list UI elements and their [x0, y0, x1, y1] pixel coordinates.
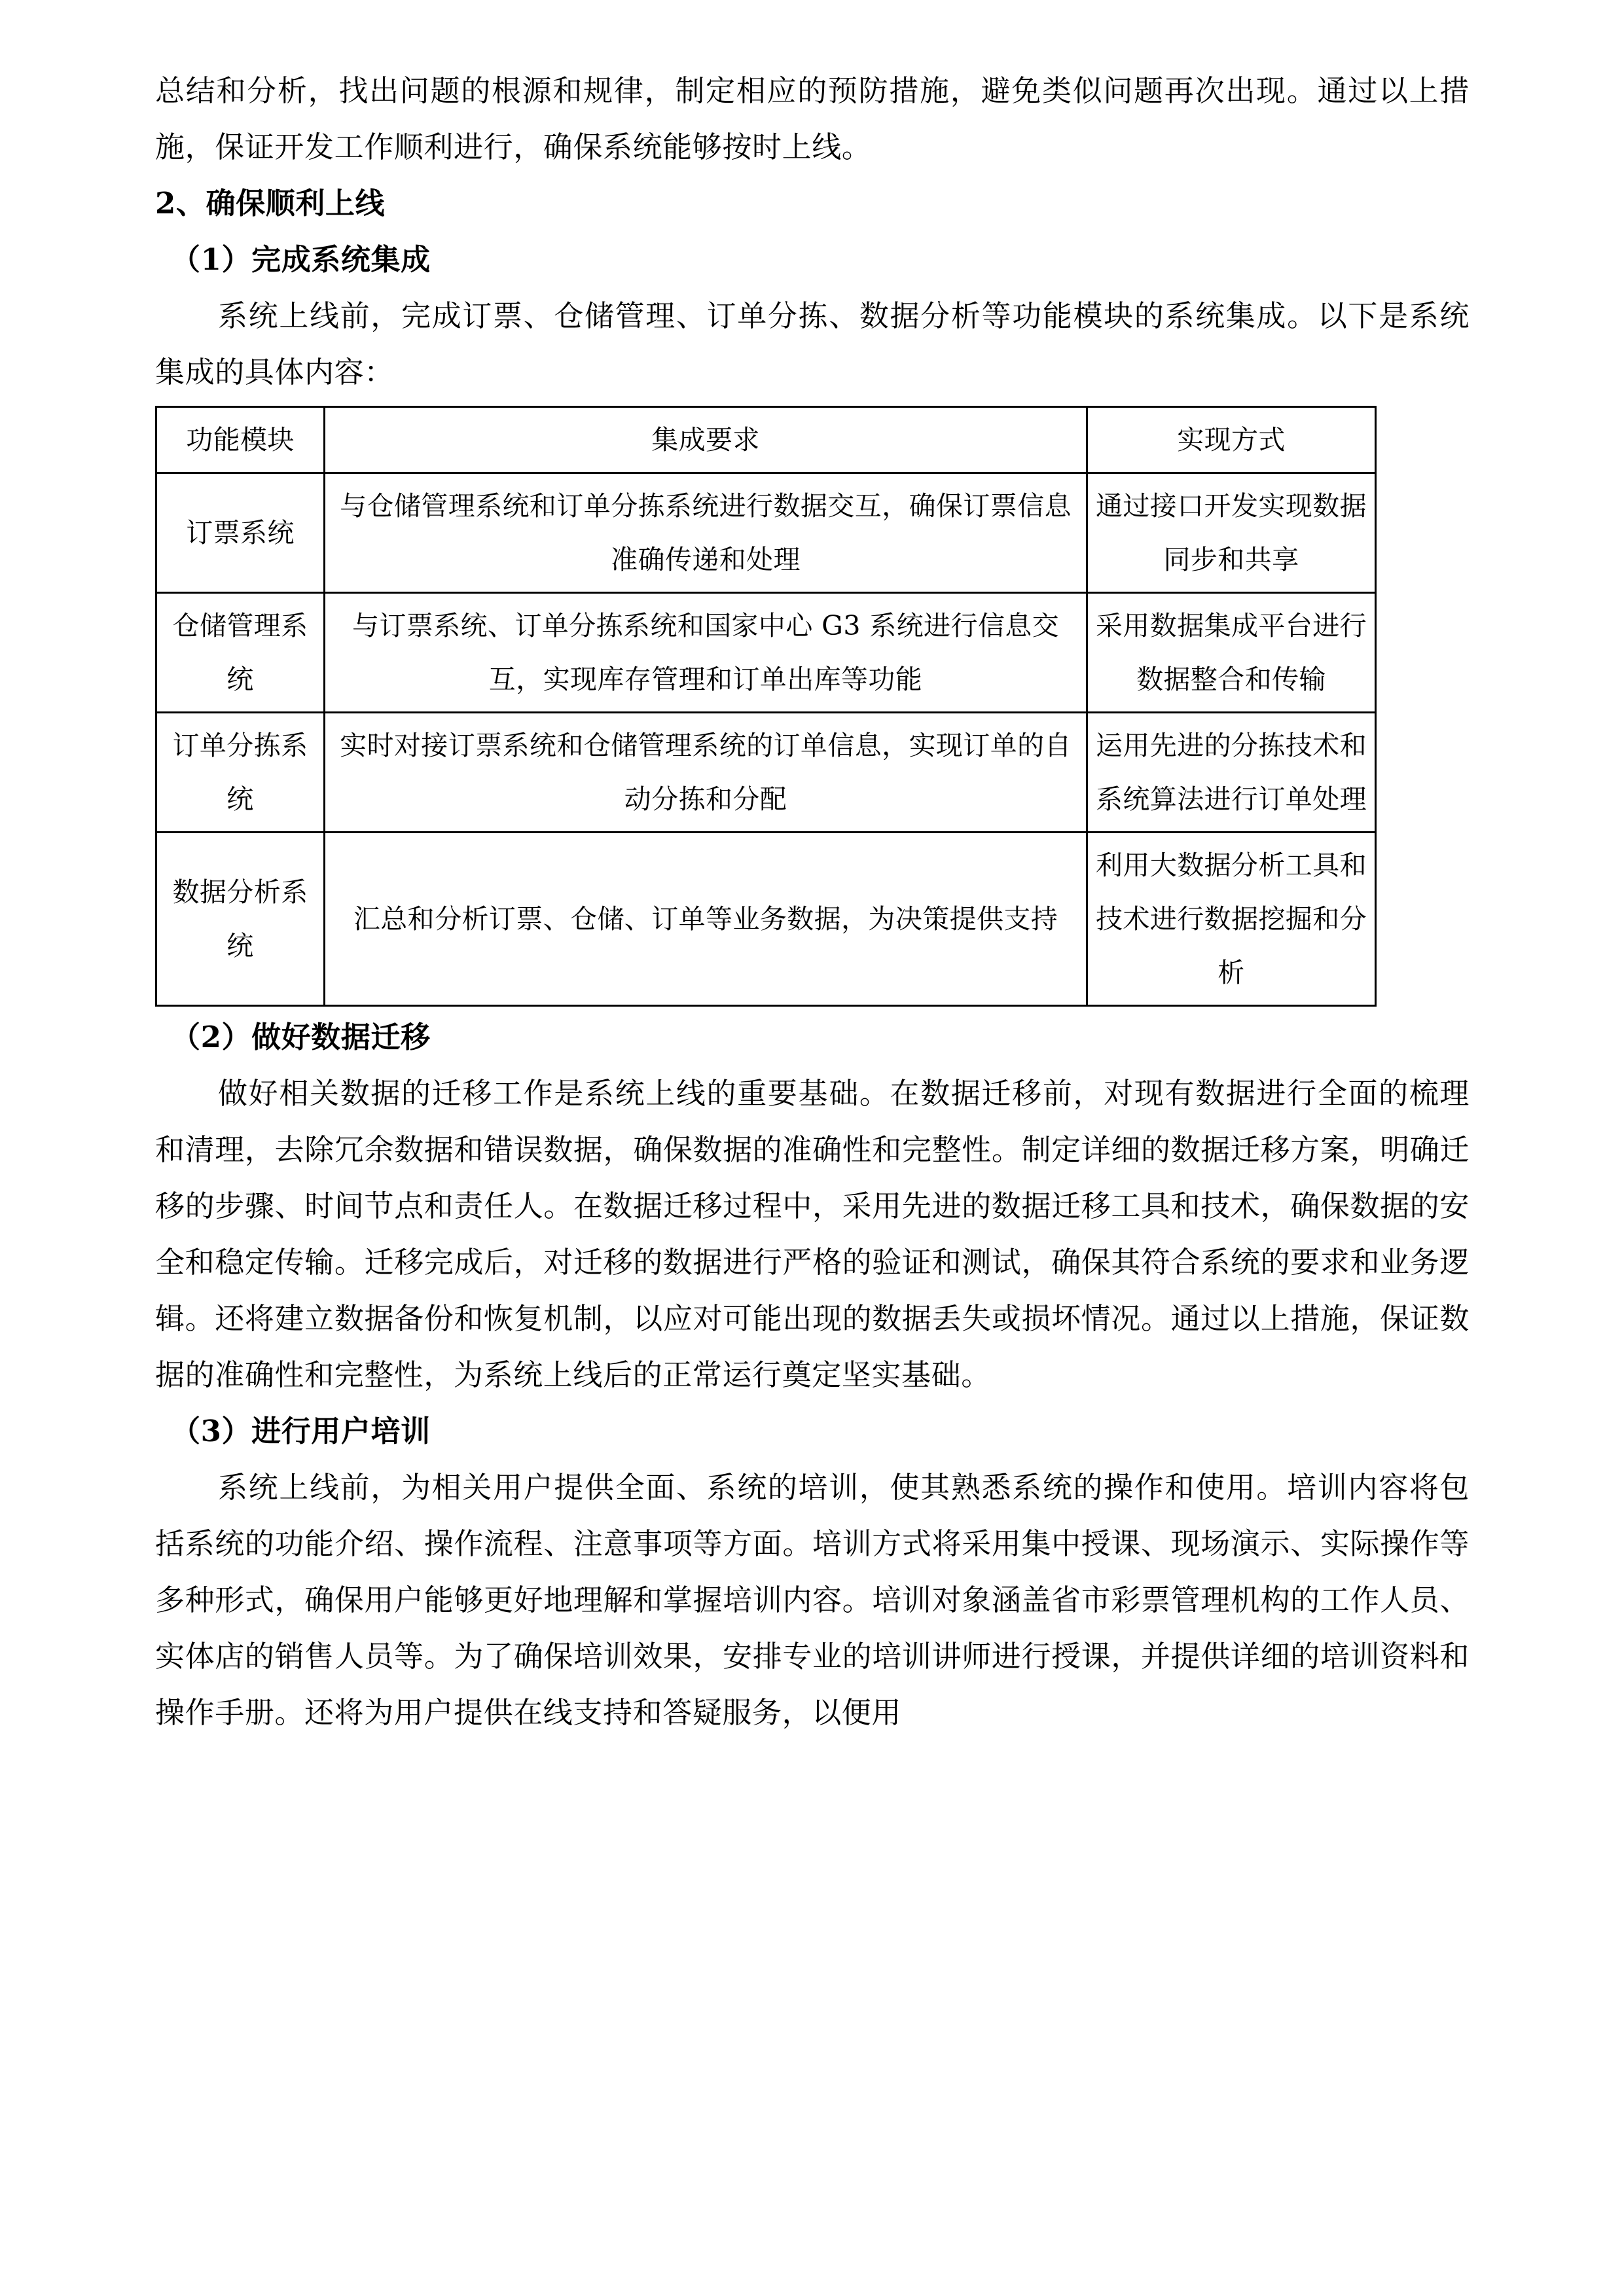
table-cell-requirement: 实时对接订票系统和仓储管理系统的订单信息，实现订单的自动分拣和分配: [325, 713, 1087, 833]
table-header-module: 功能模块: [156, 407, 325, 473]
table-row: [156, 713, 1376, 833]
table-cell-requirement: 与仓储管理系统和订单分拣系统进行数据交互，确保订票信息准确传递和处理: [325, 473, 1087, 593]
table-cell-module: 数据分析系统: [156, 833, 325, 1006]
table-cell-requirement: 与订票系统、订单分拣系统和国家中心 G3 系统进行信息交互，实现库存管理和订单出库等功能: [325, 593, 1087, 713]
table-row: [156, 593, 1376, 713]
table-cell-module: 订单分拣系统: [156, 713, 325, 833]
table-header-implementation: 实现方式: [1087, 407, 1376, 473]
table-cell-requirement: 汇总和分析订票、仓储、订单等业务数据，为决策提供支持: [325, 833, 1087, 1006]
table-header-row: [156, 407, 1376, 473]
subsection-2-paragraph: 做好相关数据的迁移工作是系统上线的重要基础。在数据迁移前，对现有数据进行全面的梳理和清理，去除冗余数据和错误数据，确保数据的准确性和完整性。制定详细的数据迁移方案，明确迁移的步骤、时间节点和责任人。在数据迁移过程中，采用先进的数据迁移工具和技术，确保数据的安全和稳定传输。迁移完成后，对迁移的数据进行严格的验证和测试，确保其符合系统的要求和业务逻辑。还将建立数据备份和恢复机制，以应对可能出现的数据丢失或损坏情况。通过以上措施，保证数据的准确性和完整性，为系统上线后的正常运行奠定坚实基础。: [155, 1076, 1470, 1392]
subsection-heading-1: （1）完成系统集成: [171, 242, 431, 277]
subsection-heading-3: （3）进行用户培训: [171, 1414, 431, 1448]
table-cell-implementation: 利用大数据分析工具和技术进行数据挖掘和分析: [1087, 833, 1376, 1006]
table-cell-implementation: 通过接口开发实现数据同步和共享: [1087, 473, 1376, 593]
table-cell-module: 仓储管理系统: [156, 593, 325, 713]
table-cell-implementation: 运用先进的分拣技术和系统算法进行订单处理: [1087, 713, 1376, 833]
section-heading-2: 2、确保顺利上线: [155, 186, 386, 221]
subsection-3-paragraph: 系统上线前，为相关用户提供全面、系统的培训，使其熟悉系统的操作和使用。培训内容将包括系统的功能介绍、操作流程、注意事项等方面。培训方式将采用集中授课、现场演示、实际操作等多种形式，确保用户能够更好地理解和掌握培训内容。培训对象涵盖省市彩票管理机构的工作人员、实体店的销售人员等。为了确保培训效果，安排专业的培训讲师进行授课，并提供详细的培训资料和操作手册。还将为用户提供在线支持和答疑服务，以便用: [155, 1470, 1470, 1730]
system-integration-table: [155, 406, 1377, 1007]
table-header-requirement: 集成要求: [325, 407, 1087, 473]
subsection-heading-2: （2）做好数据迁移: [171, 1020, 431, 1054]
table-row: [156, 473, 1376, 593]
intro-paragraph: 总结和分析，找出问题的根源和规律，制定相应的预防措施，避免类似问题再次出现。通过以上措施，保证开发工作顺利进行，确保系统能够按时上线。: [155, 73, 1470, 164]
table-cell-implementation: 采用数据集成平台进行数据整合和传输: [1087, 593, 1376, 713]
table-row: [156, 833, 1376, 1006]
subsection-1-paragraph: 系统上线前，完成订票、仓储管理、订单分拣、数据分析等功能模块的系统集成。以下是系统集成的具体内容：: [155, 298, 1470, 389]
table-cell-module: 订票系统: [156, 473, 325, 593]
